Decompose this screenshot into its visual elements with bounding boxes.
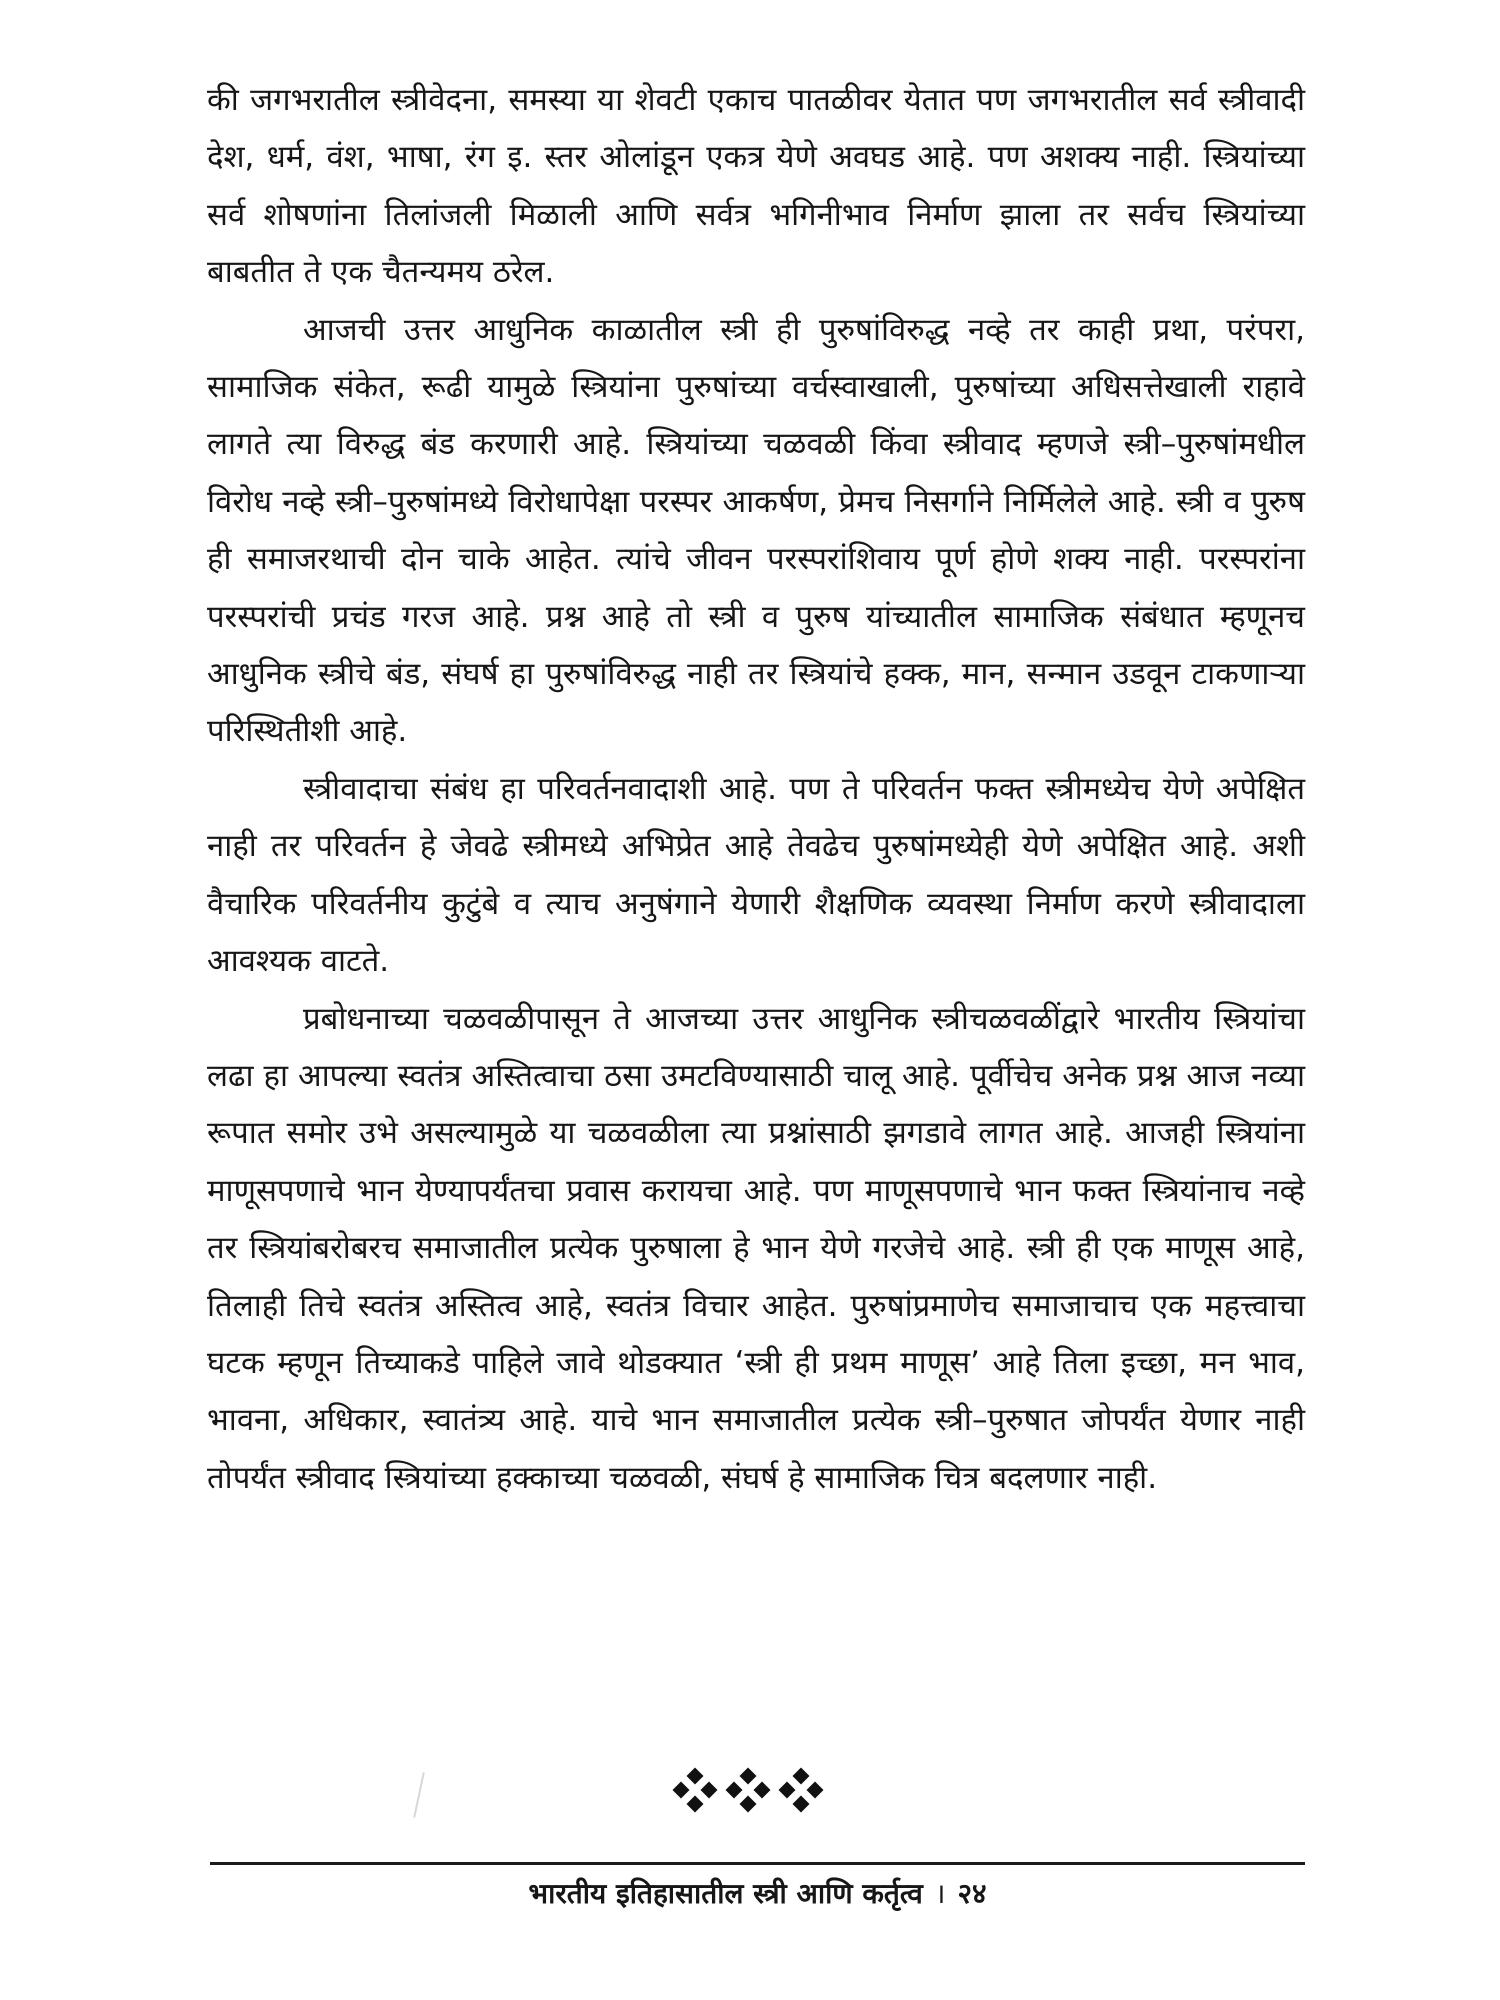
paragraph-struggle: प्रबोधनाच्या चळवळीपासून ते आजच्या उत्तर आधुनिक स्त्रीचळवळींद्वारे भारतीय स्त्रियांचा लढा हा आपल्या स्वतंत्र अस्तित्वाचा ठसा उमटविण्यासाठी चालू आहे. पूर्वीचेच अनेक प्रश्न आज नव्या रूपात समोर उभे असल्यामुळे या चळवळीला त्या प्रश्नांसाठी झगडावे लागत आहे. आजही स्त्रियांना माणूसपणाचे भान येण्यापर्यंतचा प्रवास करायचा आहे. पण माणूसपणाचे भान फक्त स्त्रियांनाच नव्हे तर स्त्रियांबरोबरच समाजातील प्रत्येक पुरुषाला हे भान येणे गरजेचे आहे. स्त्री ही एक माणूस आहे, तिलाही तिचे स्वतंत्र अस्तित्व आहे, स्वतंत्र विचार आहेत. पुरुषांप्रमाणेच समाजाचाच एक महत्त्वाचा घटक म्हणून तिच्याकडे पाहिले जावे थोडक्यात ‘स्त्री ही प्रथम माणूस’ आहे तिला इच्छा, मन भाव, भावना, अधिकार, स्वातंत्र्य आहे. याचे भान समाजातील प्रत्येक स्त्री–पुरुषात जोपर्यंत येणार नाही तोपर्यंत स्त्रीवाद स्त्रियांच्या हक्काच्या चळवळी, संघर्ष हे सामाजिक चित्र बदलणार नाही. <box>207 1000 1305 1496</box>
footer-separator: । <box>934 1877 946 1910</box>
book-title: भारतीय इतिहासातील स्त्री आणि कर्तृत्व <box>528 1877 923 1910</box>
body-text <box>207 72 1305 1507</box>
paragraph-feminism-change: स्त्रीवादाचा संबंध हा परिवर्तनवादाशी आहे. पण ते परिवर्तन फक्त स्त्रीमध्येच येणे अपेक्षित नाही तर परिवर्तन हे जेवढे स्त्रीमध्ये अभिप्रेत आहे तेवढेच पुरुषांमध्येही येणे अपेक्षित आहे. अशी वैचारिक परिवर्तनीय कुटुंबे व त्याच अनुषंगाने येणारी शैक्षणिक व्यवस्था निर्माण करणे स्त्रीवादाला आवश्यक वाटते. <box>207 770 1305 980</box>
scan-mark <box>413 1772 425 1817</box>
page-footer <box>210 1872 1305 1916</box>
footer-rule <box>210 1862 1305 1865</box>
paragraph-continuation: की जगभरातील स्त्रीवेदना, समस्या या शेवटी एकाच पातळीवर येतात पण जगभरातील सर्व स्त्रीवादी देश, धर्म, वंश, भाषा, रंग इ. स्तर ओलांडून एकत्र येणे अवघड आहे. पण अशक्य नाही. स्त्रियांच्या सर्व शोषणांना तिलांजली मिळाली आणि सर्वत्र भगिनीभाव निर्माण झाला तर सर्वच स्त्रियांच्या बाबतीत ते एक चैतन्यमय ठरेल. <box>207 82 1305 291</box>
page-number: २४ <box>957 1877 987 1910</box>
paragraph-modern-woman: आजची उत्तर आधुनिक काळातील स्त्री ही पुरुषांविरुद्ध नव्हे तर काही प्रथा, परंपरा, सामाजिक संकेत, रूढी यामुळे स्त्रियांना पुरुषांच्या वर्चस्वाखाली, पुरुषांच्या अधिसत्तेखाली राहावे लागते त्या विरुद्ध बंड करणारी आहे. स्त्रियांच्या चळवळी किंवा स्त्रीवाद म्हणजे स्त्री–पुरुषांमधील विरोध नव्हे स्त्री–पुरुषांमध्ये विरोधापेक्षा परस्पर आकर्षण, प्रेमच निसर्गाने निर्मिलेले आहे. स्त्री व पुरुष ही समाजरथाची दोन चाके आहेत. त्यांचे जीवन परस्परांशिवाय पूर्ण होणे शक्य नाही. परस्परांना परस्परांची प्रचंड गरज आहे. प्रश्न आहे तो स्त्री व पुरुष यांच्यातील सामाजिक संबंधात म्हणूनच आधुनिक स्त्रीचे बंड, संघर्ष हा पुरुषांविरुद्ध नाही तर स्त्रियांचे हक्क, मान, सन्मान उडवून टाकणाऱ्या परिस्थितीशी आहे. <box>207 311 1305 750</box>
diamond-ornament-icon <box>668 1762 828 1818</box>
